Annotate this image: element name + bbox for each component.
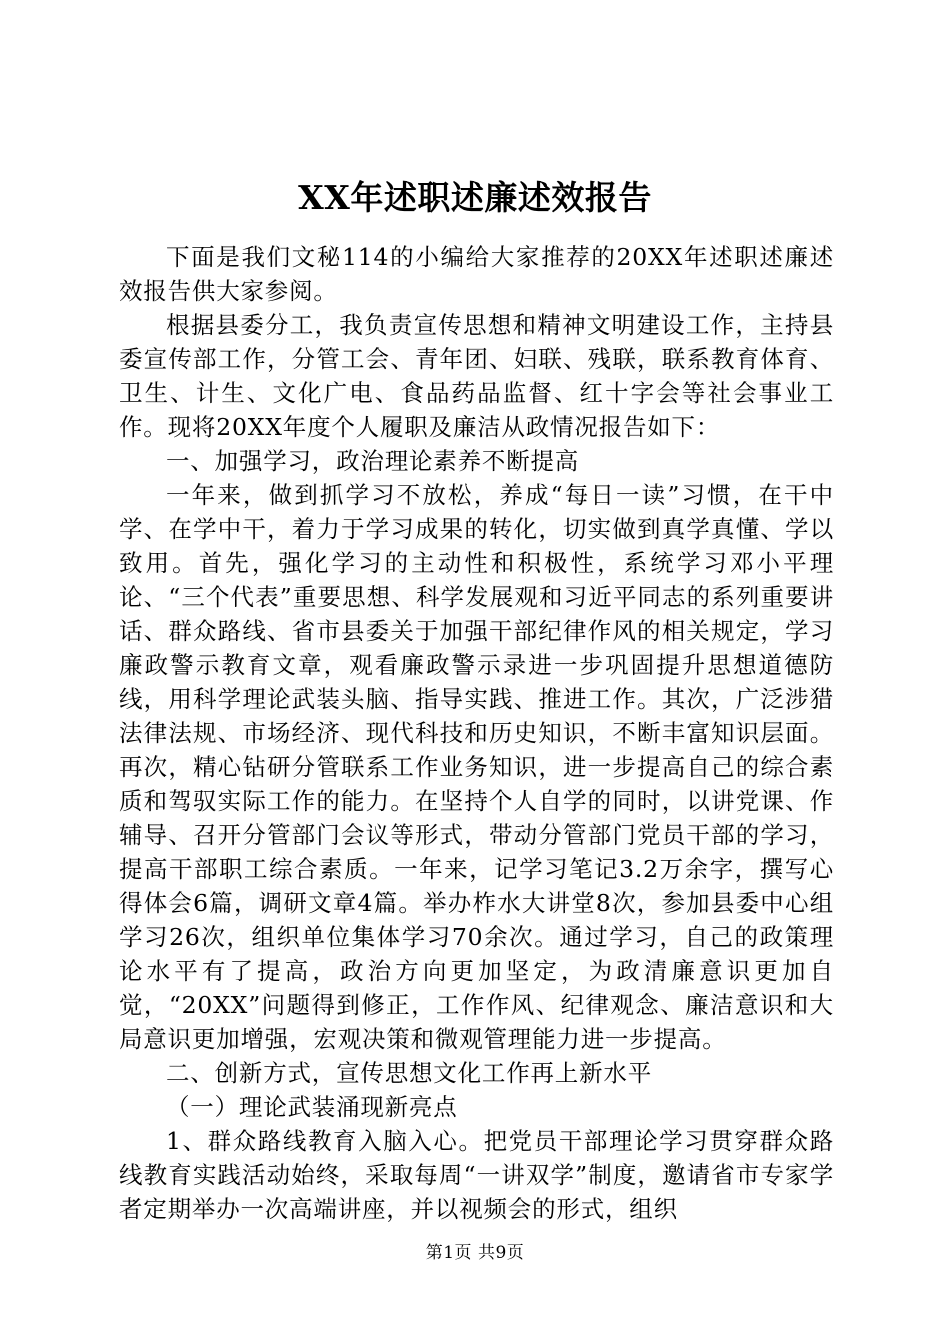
duty-paragraph: 根据县委分工，我负责宣传思想和精神文明建设工作，主持县委宣传部工作，分管工会、青年团、妇联、残联，联系教育体育、卫生、计生、文化广电、食品药品监督、红十字会等社会事业工作。现将20XX年度个人履职及廉洁从政情况报告如下：	[119, 311, 834, 441]
section-heading-1: 一、加强学习，政治理论素养不断提高	[166, 447, 580, 475]
document-title: XX年述职述廉述效报告	[298, 178, 652, 217]
document-body	[119, 240, 834, 1226]
page-footer: 第1页 共9页	[425, 1243, 525, 1263]
subsection-heading-1: （一）理论武装涌现新亮点	[166, 1093, 458, 1121]
mass-line-paragraph: 1、群众路线教育入脑入心。把党员干部理论学习贯穿群众路线教育实践活动始终，采取每周“一讲双学”制度，邀请省市专家学者定期举办一次高端讲座，并以视频会的形式，组织	[119, 1127, 834, 1223]
intro-paragraph: 下面是我们文秘114的小编给大家推荐的20XX年述职述廉述效报告供大家参阅。	[119, 243, 834, 305]
section-heading-2: 二、创新方式，宣传思想文化工作再上新水平	[166, 1059, 652, 1087]
study-paragraph: 一年来，做到抓学习不放松，养成“每日一读”习惯，在干中学、在学中干，着力于学习成果的转化，切实做到真学真懂、学以致用。首先，强化学习的主动性和积极性，系统学习邓小平理论、“三个代表”重要思想、科学发展观和习近平同志的系列重要讲话、群众路线、省市县委关于加强干部纪律作风的相关规定，学习廉政警示教育文章，观看廉政警示录进一步巩固提升思想道德防线，用科学理论武装头脑、指导实践、推进工作。其次，广泛涉猎法律法规、市场经济、现代科技和历史知识，不断丰富知识层面。再次，精心钻研分管联系工作业务知识，进一步提高自己的综合素质和驾驭实际工作的能力。在坚持个人自学的同时，以讲党课、作辅导、召开分管部门会议等形式，带动分管部门党员干部的学习，提高干部职工综合素质。一年来，记学习笔记3.2万余字，撰写心得体会6篇，调研文章4篇。举办柞水大讲堂8次，参加县委中心组学习26次，组织单位集体学习70余次。通过学习，自己的政策理论水平有了提高，政治方向更加坚定，为政清廉意识更加自觉，“20XX”问题得到修正，工作作风、纪律观念、廉洁意识和大局意识更加增强，宏观决策和微观管理能力进一步提高。	[119, 481, 834, 1053]
